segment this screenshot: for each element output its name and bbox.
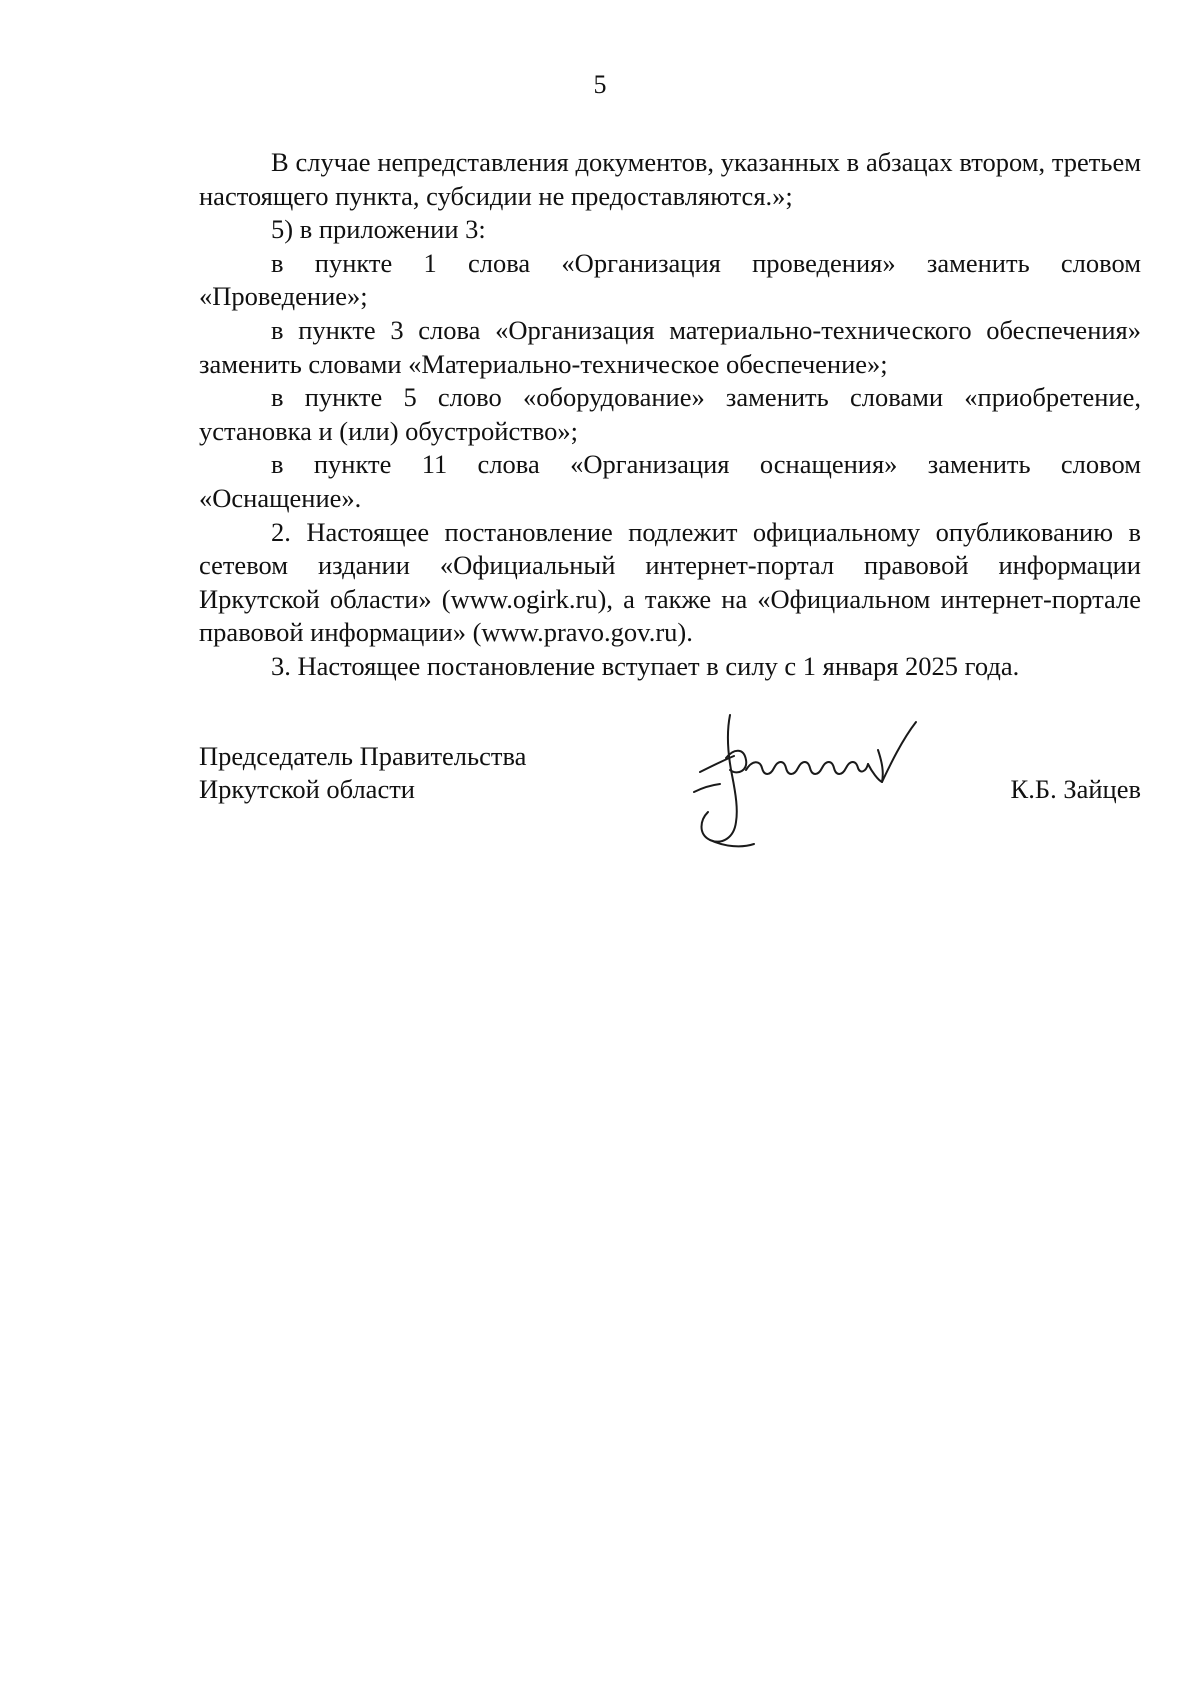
signatory-position <box>199 740 526 806</box>
paragraph: 3. Настоящее постановление вступает в силу с 1 января 2025 года. <box>271 650 1020 681</box>
paragraph: 2. Настоящее постановление подлежит официальному опубликованию в сетевом издании «Официальный интернет-портал правовой информации Иркутской области» (www.ogirk.ru), а также на «Официальном интернет-портале правовой информации» (www.pravo.gov.ru). <box>199 516 1141 648</box>
signatory-name: К.Б. Зайцев <box>1010 774 1141 804</box>
paragraph: в пункте 11 слова «Организация оснащения» заменить словом «Оснащение». <box>199 449 1141 513</box>
paragraph: В случае непредставления документов, указанных в абзацах втором, третьем настоящего пункта, субсидии не предоставляются.»; <box>199 147 1141 211</box>
paragraph: в пункте 5 слово «оборудование» заменить словами «приобретение, установка и (или) обустройство»; <box>199 382 1141 446</box>
paragraph: в пункте 3 слова «Организация материально-технического обеспечения» заменить словами «Материально-техническое обеспечение»; <box>199 314 1141 379</box>
paragraph: в пункте 1 слова «Организация проведения» заменить словом «Проведение»; <box>199 247 1141 312</box>
paragraph: 5) в приложении 3: <box>271 214 486 245</box>
document-body <box>199 146 1141 684</box>
signatory-position-line: Председатель Правительства <box>199 741 527 771</box>
handwritten-signature <box>690 710 940 860</box>
page-number: 5 <box>593 70 607 99</box>
signatory-position-line: Иркутской области <box>199 774 415 804</box>
